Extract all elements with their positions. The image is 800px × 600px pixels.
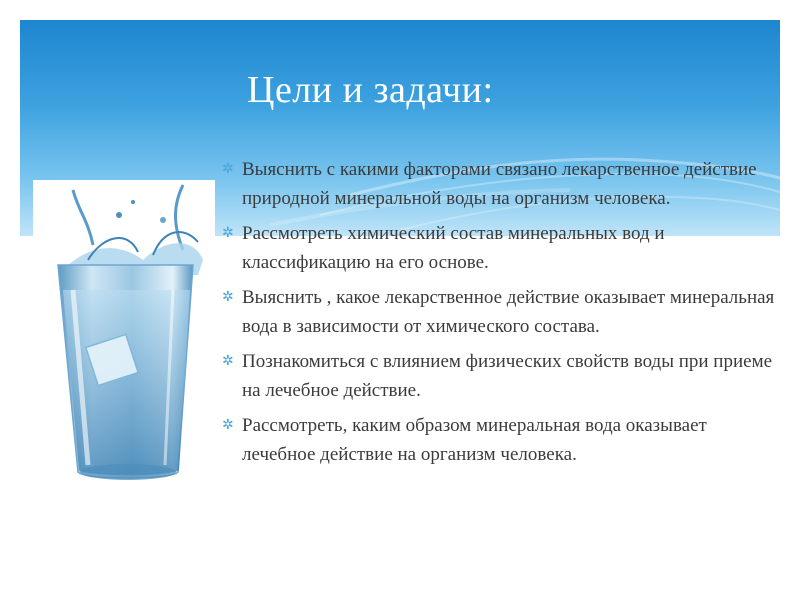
list-item: ✲ Выяснить , какое лекарственное действие оказывает минеральная вода в зависимости от химического состава. bbox=[222, 283, 782, 341]
list-item: ✲ Познакомиться с влиянием физических свойств воды при приеме на лечебное действие. bbox=[222, 347, 782, 405]
list-item: ✲ Рассмотреть химический состав минеральных вод и классификацию на его основе. bbox=[222, 219, 782, 277]
bullet-icon: ✲ bbox=[222, 418, 234, 433]
list-item: ✲ Выяснить с какими факторами связано лекарственное действие природной минеральной воды на организм человека. bbox=[222, 155, 782, 213]
list-item: ✲ Рассмотреть, каким образом минеральная вода оказывает лечебное действие на организм человека. bbox=[222, 411, 782, 469]
bullet-icon: ✲ bbox=[222, 354, 234, 369]
glass-of-water-image bbox=[33, 180, 215, 490]
bullet-icon: ✲ bbox=[222, 290, 234, 305]
slide-title: Цели и задачи: bbox=[247, 69, 494, 111]
bullet-icon: ✲ bbox=[222, 162, 234, 177]
bullet-icon: ✲ bbox=[222, 226, 234, 241]
goals-list bbox=[222, 155, 782, 475]
